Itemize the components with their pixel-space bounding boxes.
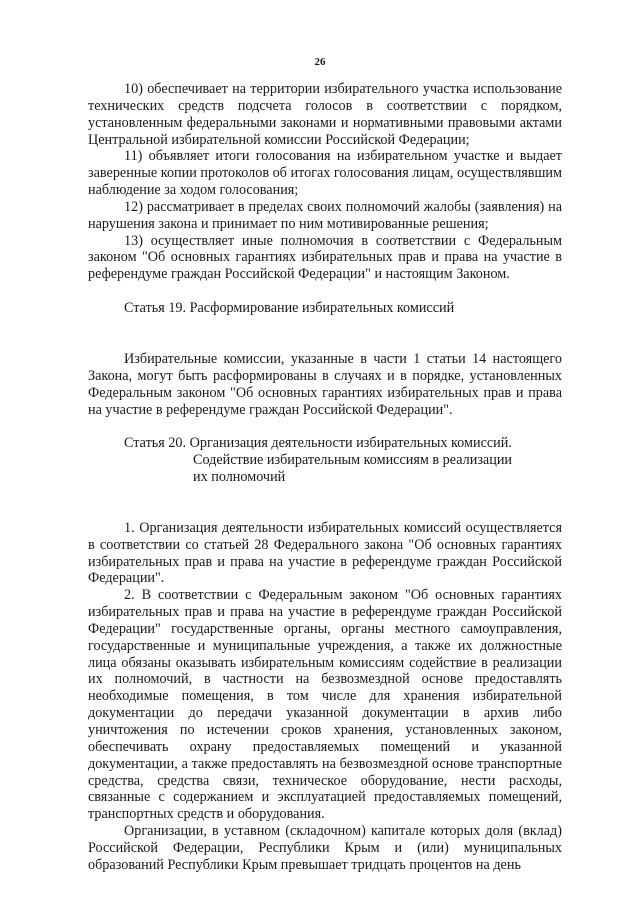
article-19-text: Избирательные комиссии, указанные в части 1 статьи 14 настоящего Закона, могут быть расформированы в случаях и в порядке, установленных Федеральным законом "Об основных гарантиях избирательных прав и права на участие в референдуме граждан Российской Федерации". [88,350,562,418]
article-20-heading-line3: их полномочий [193,469,286,486]
document-body [88,81,562,874]
article-20-paragraph-3: Организации, в уставном (складочном) капитале которых доля (вклад) Российской Федерации, Республики Крым и (или) муниципальных образований Республики Крым превышает тридцать процентов на день [88,823,562,873]
article-20-heading-line2: Содействие избирательным комиссиям в реализации [193,452,513,469]
article-20-paragraph-1: 1. Организация деятельности избирательных комиссий осуществляется в соответствии со статьей 28 Федерального закона "Об основных гарантиях избирательных прав и права на участие в референдуме граждан Российской Федерации". [88,519,562,587]
article-20-paragraph-2: 2. В соответствии с Федеральным законом "Об основных гарантиях избирательных прав и права на участие в референдуме граждан Российской Федерации" государственные органы, органы местного самоуправления, государственные и муниципальные учреждения, а также их должностные лица обязаны оказывать избирательным комиссиям содействие в реализации их полномочий, в частности на безвозмездной основе предоставлять необходимые помещения, в том числе для хранения избирательной документации до передачи указанной документации в архив либо уничтожения по истечении сроков хранения, установленных законом, обеспечивать охрану предоставляемых помещений и указанной документации, а также предоставлять на безвозмездной основе транспортные средства, средства связи, техническое оборудование, нести расходы, связанные с содержанием и эксплуатацией предоставляемых помещений, транспортных средств и оборудования. [88,587,562,823]
article-19-heading: Статья 19. Расформирование избирательных комиссий [124,300,455,317]
article-20-heading [88,435,562,486]
list-item-13: 13) осуществляет иные полномочия в соответствии с Федеральным законом "Об основных гарантиях избирательных прав и права на участие в референдуме граждан Российской Федерации" и настоящим Законом. [88,232,562,283]
list-item-10: 10) обеспечивает на территории избирательного участка использование технических средств подсчета голосов в соответствии с порядком, установленным федеральными законами и нормативными правовыми актами Центральной избирательной комиссии Российской Федерации; [88,81,562,148]
list-item-11: 11) объявляет итоги голосования на избирательном участке и выдает заверенные копии протоколов об итогах голосования лицам, осуществлявшим наблюдение за ходом голосования; [88,148,562,199]
page-number: 26 [314,56,326,68]
list-item-12: 12) рассматривает в пределах своих полномочий жалобы (заявления) на нарушения закона и принимает по ним мотивированные решения; [88,198,562,232]
article-20-heading-line1: Статья 20. Организация деятельности избирательных комиссий. [124,435,512,452]
